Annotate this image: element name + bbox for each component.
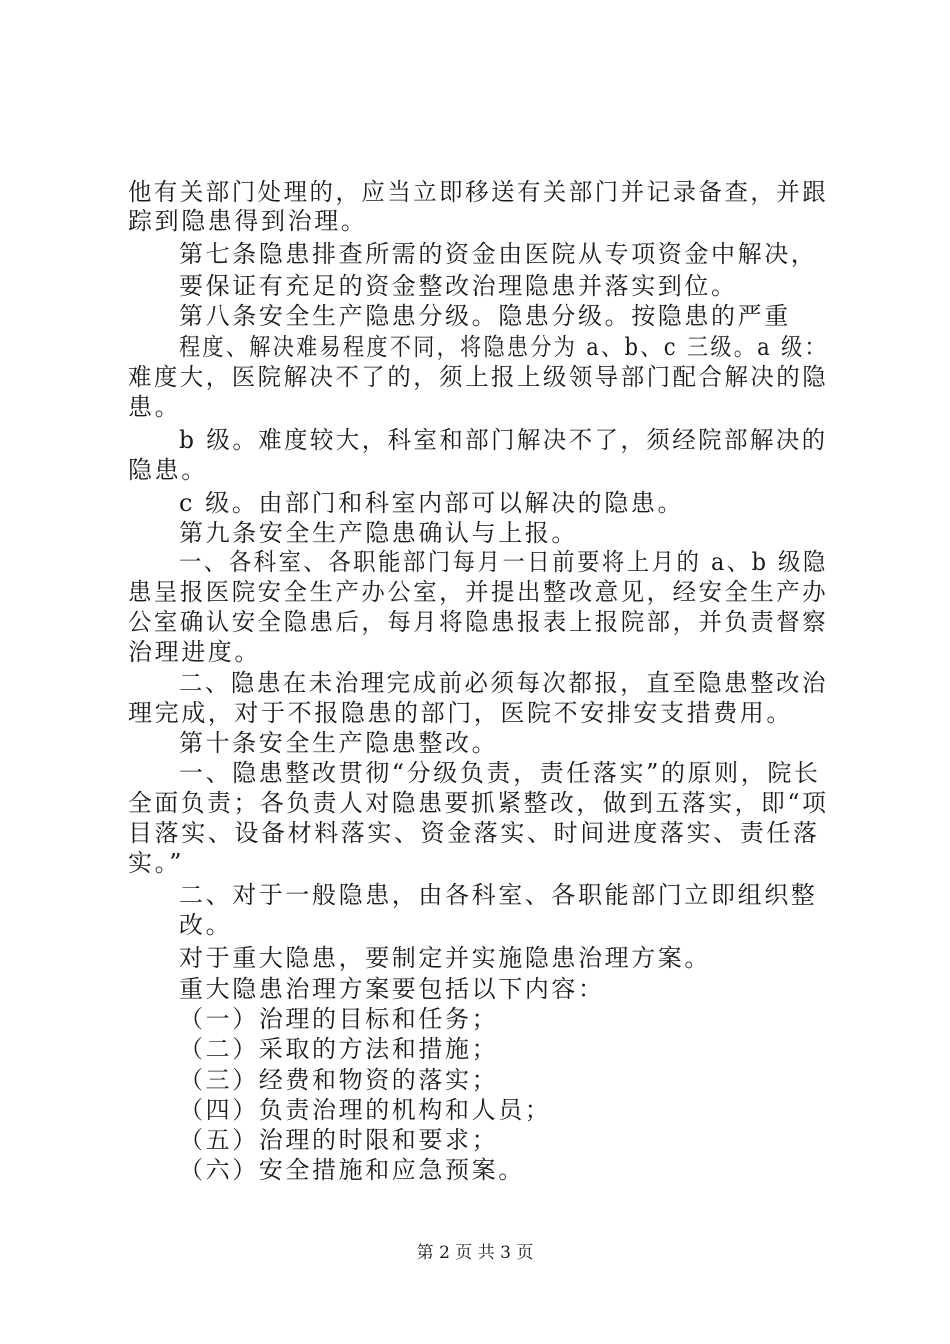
list-item: （三）经费和物资的落实； [179,1066,499,1094]
list-item: （二）采取的方法和措施； [179,1035,499,1063]
list-item: （五）治理的时限和要求； [179,1126,499,1154]
text-line: 要保证有充足的资金整改治理隐患并落实到位。 [179,272,738,300]
text-line: b 级。难度较大，科室和部门解决不了，须经院部解决的 [179,426,828,454]
text-line: 一、隐患整改贯彻“分级负责，责任落实”的原则，院长 [179,759,821,787]
list-item: （一）治理的目标和任务； [179,1005,499,1033]
text-line: 理完成，对于不报隐患的部门，医院不安排安支措费用。 [128,699,793,727]
text-line: 第七条隐患排查所需的资金由医院从专项资金中解决， [179,240,818,268]
text-line: 踪到隐患得到治理。 [128,207,368,235]
text-line: 改。 [179,911,233,939]
text-line: 程度、解决难易程度不同，将隐患分为 a、b、c 三级。a 级： [179,333,828,361]
text-line: 公室确认安全隐患后，每月将隐患报表上报院部，并负责督察 [128,608,829,636]
page-number-footer: 第 2 页 共 3 页 [416,1243,534,1263]
list-item: （四）负责治理的机构和人员； [179,1096,552,1124]
text-line: 第八条安全生产隐患分级。隐患分级。按隐患的严重 [179,302,791,330]
text-line: 患呈报医院安全生产办公室，并提出整改意见，经安全生产办 [128,578,829,606]
text-line: 隐患。 [128,456,208,484]
list-item: （六）安全措施和应急预案。 [179,1156,525,1184]
text-line: 重大隐患治理方案要包括以下内容： [179,975,605,1003]
text-line: 全面负责；各负责人对隐患要抓紧整改，做到五落实，即“项 [128,789,829,817]
text-line: 患。 [128,393,182,421]
text-line: 二、隐患在未治理完成前必须每次都报，直至隐患整改治 [179,669,828,697]
text-line: 治理进度。 [128,638,261,666]
text-line: 目落实、设备材料落实、资金落实、时间进度落实、责任落 [128,819,820,847]
text-line: 一、各科室、各职能部门每月一日前要将上月的 a、b 级隐 [179,548,828,576]
text-line: 实。” [128,849,185,877]
text-line: 二、对于一般隐患，由各科室、各职能部门立即组织整 [179,881,818,909]
text-line: c 级。由部门和科室内部可以解决的隐患。 [179,489,685,517]
text-line: 第九条安全生产隐患确认与上报。 [179,519,578,547]
text-line: 第十条安全生产隐患整改。 [179,729,499,757]
text-line: 他有关部门处理的，应当立即移送有关部门并记录备查，并跟 [128,178,829,206]
text-line: 难度大，医院解决不了的，须上报上级领导部门配合解决的隐 [128,363,829,391]
text-line: 对于重大隐患，要制定并实施隐患治理方案。 [179,944,711,972]
